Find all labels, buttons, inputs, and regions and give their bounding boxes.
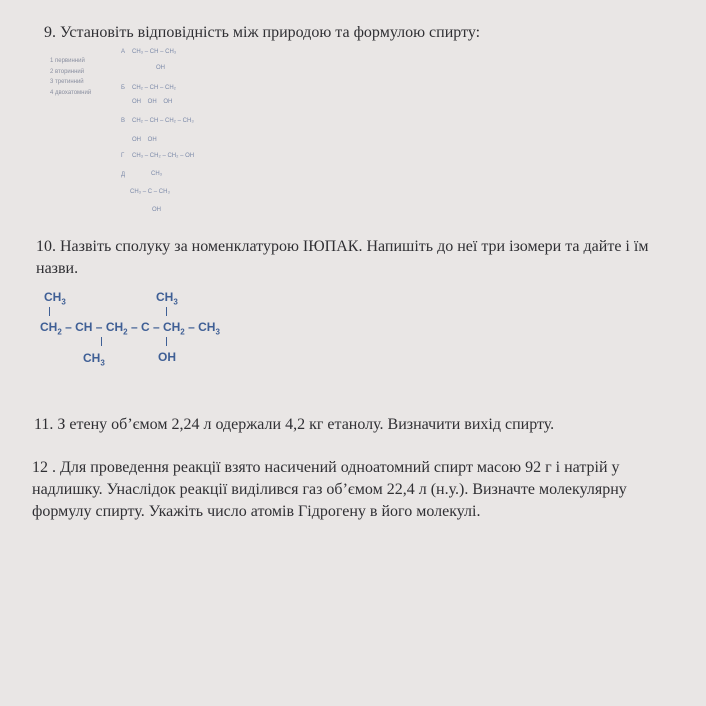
q10-bottom-left-group: $CH_3$	[83, 351, 105, 368]
q9-option: 1 первинний	[50, 58, 85, 64]
bond-line	[101, 337, 102, 346]
formula-letter: Г	[121, 153, 125, 159]
q10-top-right-group: $CH_3$	[156, 290, 178, 307]
formula-letter: Б	[121, 85, 125, 91]
question-12: 12 . Для проведення реакції взято насичений одноатомний спирт масою 92 г і натрій у надлишку. Унаслідок реакції виділився газ об’ємом 22,4 л (н.у.). Визначте молекулярну формулу спирту. Укажіть число атомів Гідрогену в його молекулі.	[32, 459, 627, 520]
formula-letter: Д	[121, 172, 126, 178]
question-10: 10. Назвіть сполуку за номенклатурою ІЮПАК. Напишіть до неї три ізомери та дайте і їм назви.	[36, 238, 649, 277]
formula-letter: А	[121, 49, 126, 55]
bond-line	[166, 307, 167, 316]
bond-line	[166, 337, 167, 346]
q9-option: 3 третинний	[50, 79, 84, 85]
formula-sub: OH	[156, 65, 165, 71]
bond-line	[49, 307, 50, 316]
formula-letter: В	[121, 118, 126, 124]
q10-main-chain: $CH_2$ – CH – $CH_2$ – C – $CH_2 - CH_3$	[40, 320, 220, 337]
q10-bottom-right-group: OH	[158, 350, 176, 364]
formula-main: CH₂ – CH – CH₂ – CH₃	[132, 118, 194, 124]
q9-option: 2 вторинний	[50, 68, 85, 75]
formula-main: CH₃ – C – CH₃	[130, 189, 170, 195]
formula-top: CH₃	[151, 171, 163, 177]
formula-main: CH₃ – CH – CH₃	[132, 49, 177, 55]
q10-top-left-group: $CH_3$	[44, 290, 66, 307]
question-11: 11. З етену об’ємом 2,24 л одержали 4,2 кг етанолу. Визначити вихід спирту.	[34, 416, 555, 433]
formula-main: CH₃ – CH₂ – CH₂ – OH	[132, 153, 195, 159]
q9-option: 4 двохатомний	[50, 89, 92, 96]
q9-options-list	[50, 56, 91, 98]
question-9: 9. Установіть відповідність між природою та формулою спирту:	[44, 24, 481, 41]
formula-main: CH₂ – CH – CH₂	[132, 85, 176, 91]
formula-sub: OH OH	[132, 137, 157, 143]
formula-sub: OH	[152, 207, 161, 213]
formula-sub: OH OH OH	[132, 99, 173, 105]
